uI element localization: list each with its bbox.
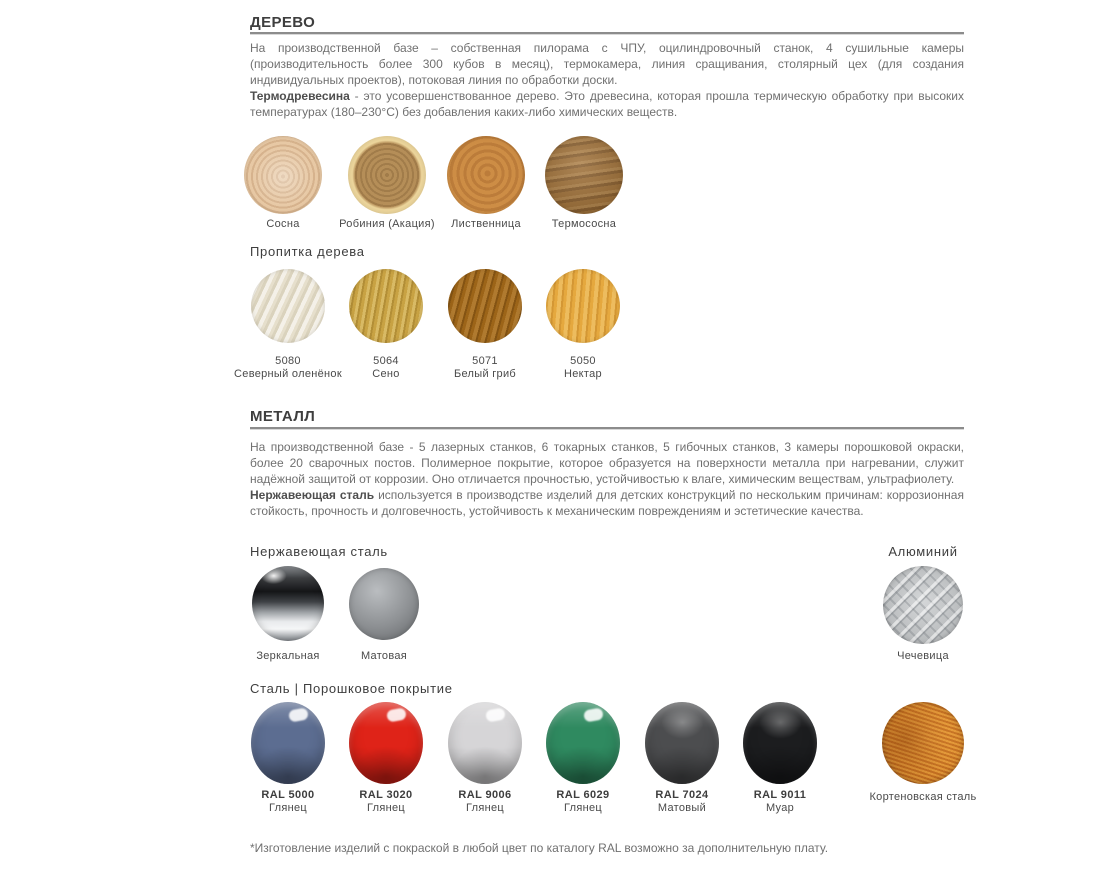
ral6029-label <box>528 789 638 814</box>
metal-intro-paragraph-1 <box>250 439 964 487</box>
ral9011-label <box>725 789 835 814</box>
powder-swatch-ral6029 <box>528 702 638 822</box>
ral-finish: Муар <box>765 801 795 814</box>
aluminium-checker-plate-image <box>883 566 963 644</box>
impregnation-name: Нектар <box>564 367 602 380</box>
ral9006-sphere-image <box>448 702 522 784</box>
mirror-steel-sphere-image <box>252 566 324 641</box>
metal-title-rule <box>250 427 964 430</box>
wood-swatch-larch <box>431 136 541 256</box>
impregnation-name: Северный оленёнок <box>234 367 342 380</box>
impregnation-code: 5050 <box>570 355 596 367</box>
ral-code: RAL 6029 <box>556 789 610 801</box>
aluminium-title: Алюминий <box>888 544 958 559</box>
ral-code: RAL 3020 <box>359 789 413 801</box>
ral5000-sphere-image <box>251 702 325 784</box>
impregnation-name: Белый гриб <box>453 367 517 380</box>
impregnation-5080-label <box>233 355 343 380</box>
larch-label: Лиственница <box>451 218 521 230</box>
impregnation-code: 5080 <box>275 355 301 367</box>
wood-swatch-thermopine <box>529 136 639 256</box>
ral-finish: Глянец <box>465 801 504 814</box>
metal-intro-text <box>250 439 964 519</box>
metal-section-title: МЕТАЛЛ <box>250 408 316 425</box>
corten-steel-swatch <box>868 702 978 822</box>
impregnation-5050-label <box>528 355 638 380</box>
impregnation-swatch-5050 <box>528 269 638 389</box>
impregnation-swatch-5064 <box>331 269 441 389</box>
impregnation-5064-label <box>331 355 441 380</box>
matte-steel-sphere-image <box>349 568 419 640</box>
thermowood-rest: - это усовершенствованное дерево. Это древесина, которая прошла термическую обработку при высоких температурах (180–230°C) без добавления каких-либо химических веществ. <box>250 89 964 119</box>
ral3020-label <box>331 789 441 814</box>
corten-steel-label: Кортеновская сталь <box>869 791 977 803</box>
stainless-swatch-mirror <box>233 566 343 686</box>
powder-swatch-ral9011 <box>725 702 835 822</box>
impregnation-swatch-5071 <box>430 269 540 389</box>
aluminium-lentil-label: Чечевица <box>897 650 949 662</box>
powder-swatch-ral9006 <box>430 702 540 822</box>
wood-intro-1-text: На производственной базе – собственная пилорама с ЧПУ, оцилиндровочный станок, 4 сушильные камеры (производительность более 300 кубов в месяц), термокамера, линия сращивания, столярный цех (для создания индивидуальных проектов), потоковая линия по обработки доски. <box>250 41 964 87</box>
metal-intro-paragraph-2 <box>250 487 964 519</box>
ral-finish: Глянец <box>366 801 405 814</box>
ral7024-sphere-image <box>645 702 719 784</box>
ral-finish: Матовый <box>657 801 707 814</box>
impregnation-5071-image <box>448 269 522 343</box>
metal-intro-1-text: На производственной базе - 5 лазерных станков, 6 токарных станков, 5 гибочных станков, 3 камеры порошковой окраски, более 20 сварочных постов. Полимерное покрытие, которое образуется на поверхности металла при нагревании, служит надёжной защитой от коррозии. Оно отличается прочностью, устойчивостью к влаге, химическим веществам, ультрафиолету. <box>250 440 964 486</box>
stainless-steel-title: Нержавеющая сталь <box>250 544 388 559</box>
thermopine-slice-image <box>545 136 623 214</box>
thermopine-label: Термососна <box>551 218 617 230</box>
powder-swatch-ral7024 <box>627 702 737 822</box>
impregnation-5050-image <box>546 269 620 343</box>
ral-finish: Глянец <box>268 801 307 814</box>
ral-code: RAL 9011 <box>753 789 807 801</box>
impregnation-title: Пропитка дерева <box>250 244 365 259</box>
wood-section-title: ДЕРЕВО <box>250 14 316 31</box>
powder-coating-title: Сталь | Порошковое покрытие <box>250 681 453 696</box>
ral-code: RAL 7024 <box>655 789 709 801</box>
pine-slice-image <box>244 136 322 214</box>
ral3020-sphere-image <box>349 702 423 784</box>
wood-swatch-pine <box>228 136 338 256</box>
wood-intro-paragraph-1 <box>250 40 964 88</box>
corten-steel-image <box>882 702 964 784</box>
impregnation-5080-image <box>251 269 325 343</box>
ral-code: RAL 5000 <box>261 789 315 801</box>
wood-intro-text <box>250 40 964 120</box>
thermowood-lead: Термодревесина <box>250 89 350 103</box>
wood-swatch-robinia <box>332 136 442 256</box>
powder-swatch-ral5000 <box>233 702 343 822</box>
aluminium-swatch-lentil <box>868 566 978 686</box>
robinia-label: Робиния (Акация) <box>339 218 435 230</box>
mirror-steel-label: Зеркальная <box>256 650 320 662</box>
stainless-lead: Нержавеющая сталь <box>250 488 375 502</box>
powder-swatch-ral3020 <box>331 702 441 822</box>
wood-intro-paragraph-2 <box>250 88 964 120</box>
impregnation-code: 5064 <box>373 355 399 367</box>
matte-steel-label: Матовая <box>360 650 408 662</box>
wood-title-rule <box>250 32 964 35</box>
ral-footnote: *Изготовление изделий с покраской в любой цвет по каталогу RAL возможно за дополнительную плату. <box>250 841 829 855</box>
stainless-swatch-matte <box>329 566 439 686</box>
ral9011-sphere-image <box>743 702 817 784</box>
pine-label: Сосна <box>266 218 300 230</box>
stainless-rest: используется в производстве изделий для детских конструкций по нескольким причинам: коррозионная стойкость, прочность и долговечность, устойчивость к механическим повреждениям и эстетические качества. <box>250 488 964 518</box>
ral7024-label <box>627 789 737 814</box>
robinia-slice-image <box>348 136 426 214</box>
larch-slice-image <box>447 136 525 214</box>
ral5000-label <box>233 789 343 814</box>
ral-code: RAL 9006 <box>458 789 512 801</box>
impregnation-5071-label <box>430 355 540 380</box>
impregnation-name: Сено <box>372 367 400 380</box>
impregnation-code: 5071 <box>472 355 498 367</box>
impregnation-swatch-5080 <box>233 269 343 389</box>
impregnation-5064-image <box>349 269 423 343</box>
ral9006-label <box>430 789 540 814</box>
ral-finish: Глянец <box>563 801 602 814</box>
ral6029-sphere-image <box>546 702 620 784</box>
